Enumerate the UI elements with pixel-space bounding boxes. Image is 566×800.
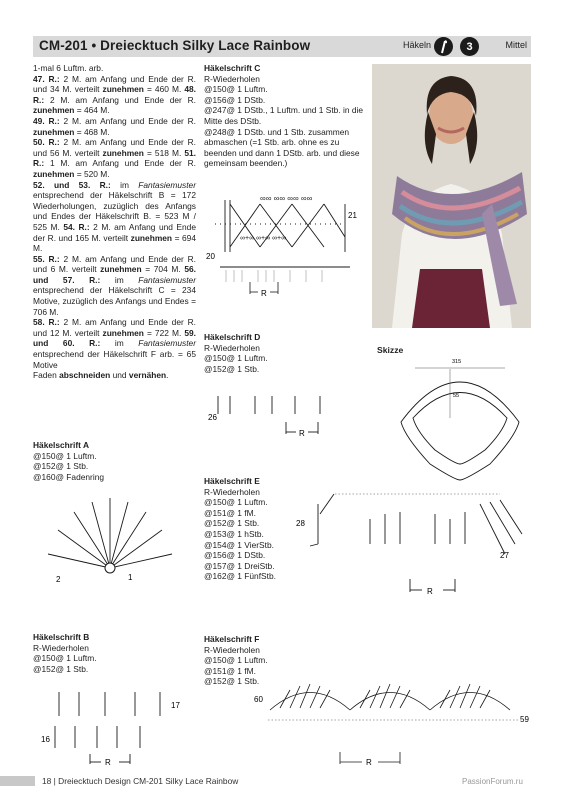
chart-d-title: Häkelschrift D [204,332,261,342]
level-label: Mittel [505,40,527,50]
instruction-run: zunehmen [102,327,144,338]
instruction-run: 2 M. am Anfang und Ende der R. [44,94,196,105]
chart-b-diagram [35,686,195,766]
chart-c-diagram [200,182,360,307]
instruction-run: im [100,338,139,349]
sketch-depth-label: 55 [453,393,460,399]
instruction-run: zunehmen [100,264,142,275]
instruction-paragraph [33,74,196,116]
sketch-width-label: 315 [452,359,462,365]
watermark: PassionForum.ru [462,777,523,786]
legend-line: @152@ 1 Stb. [204,676,260,687]
legend-line: @156@ 1 DStb. [204,550,266,561]
instruction-run: 2 M. am Anfang und Ende der R. und 165 M. verteilt [33,221,196,243]
chart-b-legend [33,632,193,674]
chart-e-diagram [290,484,530,604]
instructions-text [33,63,196,381]
legend-line: @160@ Fadenring [33,471,105,482]
chart-e-row-28: 28 [296,519,305,528]
instruction-run: vernähen [128,370,167,381]
legend-line: @151@ 1 fM. [204,507,256,518]
level-badge: 3 [460,37,479,56]
category-label: Häkeln [402,40,431,50]
pattern-title: Dreiecktuch Silky Lace Rainbow [100,38,311,53]
instruction-run: zunehmen [130,232,173,243]
instruction-run: 2 M. am Anfang und Ende der R. und 12 M. verteilt [33,317,196,338]
legend-line: R-Wiederholen [204,644,260,655]
instruction-paragraph [33,317,196,370]
legend-line: @150@ 1 Luftm. [204,353,268,364]
chart-c-row-20: 20 [206,252,215,261]
instruction-run: entsprechend der Häkelschrift C = 234 Motive, zuzüglich des Anfangs und Endes = 706 M. [33,285,196,317]
legend-line: @150@ 1 Luftm. [204,655,268,666]
legend-line: @162@ 1 FünfStb. [204,571,276,582]
legend-line: @150@ 1 Luftm. [33,450,97,461]
instruction-run: = 704 M. [141,264,185,275]
chart-f-repeat: R [366,758,372,767]
legend-line: @152@ 1 Stb. [33,461,89,472]
instruction-run: 2 M. am Anfang und Ende der R. und 56 M. verteilt [33,137,196,158]
legend-line: @157@ 1 DreiStb. [204,560,275,571]
instruction-run: = 518 M. [143,147,185,158]
instruction-run: Fantasiemuster [138,274,196,285]
chart-a-label-1: 1 [128,573,133,582]
instruction-run: 1-mal 6 Luftm. arb. [33,63,104,73]
instruction-run: zunehmen [33,126,75,137]
instruction-run: 2 M. am Anfang und Ende der R. [59,115,196,126]
instruction-run: 54. R.: [63,221,90,232]
instruction-run: 58. R.: [33,317,60,328]
page-title: CM-201 • Dreiecktuch Silky Lace Rainbow [39,38,311,53]
legend-line: @247@ 1 DStb., 1 Luftm. und 1 Stb. in die Mitte des DStb. [204,105,364,126]
chart-f-row-59: 59 [520,715,529,724]
instruction-run: im [100,274,139,285]
instruction-paragraph [33,254,196,318]
instruction-paragraph [33,180,196,254]
legend-line: @150@ 1 Luftm. [204,84,268,95]
chart-a-label-2: 2 [56,575,61,584]
instruction-run: Fantasiemuster [138,179,196,190]
instruction-run: entsprechend der Häkelschrift F arb. = 65 Motive [33,349,196,370]
legend-line: @154@ 1 VierStb. [204,539,274,550]
instruction-run: 47. R.: [33,73,60,84]
legend-line: @153@ 1 hStb. [204,528,264,539]
instruction-run: entsprechend der Häkelschrift B = 172 Wiederholungen, zuzüglich des Anfangs und Endes der Häkelschrift B. = 523 M / 525 M. [33,190,196,232]
legend-line: @248@ 1 DStb. und 1 Stb. zusammen abmaschen (=1 Stb. arb. ohne es zu beenden und dann 1 DStb. arb. und diese gemeinsam beenden.) [204,126,360,169]
chart-a-title: Häkelschrift A [33,440,90,450]
legend-line: @150@ 1 Luftm. [33,653,97,664]
legend-line: R-Wiederholen [204,73,260,84]
instruction-run: = 520 M. [74,168,110,179]
instruction-run: 48. R.: [33,84,196,105]
shawl-sketch [395,352,525,482]
page-footer: 18 | Dreiecktuch Design CM-201 Silky Lace Rainbow [42,776,239,786]
instruction-run: zunehmen [33,105,75,116]
chart-e-repeat: R [427,587,433,596]
legend-line: R-Wiederholen [204,342,260,353]
instruction-run: 51. R.: [33,147,196,169]
instruction-run: . [166,370,169,381]
legend-line: @152@ 1 Stb. [204,363,260,374]
instruction-paragraph [33,137,196,179]
model-photo [372,64,531,328]
legend-line: R-Wiederholen [204,486,260,497]
instruction-run: 56. und 57. R.: [33,264,196,285]
svg-text:∞+∞ ∞+∞ ∞+∞: ∞+∞ ∞+∞ ∞+∞ [240,235,287,242]
chart-b-repeat: R [105,758,111,766]
chart-c-legend [204,63,364,169]
instruction-run: abschneiden [59,370,111,381]
chart-e-legend [204,476,294,582]
chart-f-title: Häkelschrift F [204,634,260,644]
instruction-paragraph [33,63,196,74]
instruction-run: und [110,370,129,381]
legend-line: R-Wiederholen [33,642,89,653]
legend-line: @152@ 1 Stb. [33,663,89,674]
instruction-run: Fantasiemuster [138,338,196,349]
legend-line: @156@ 1 DStb. [204,94,266,105]
instruction-run: = 460 M. [143,84,185,95]
chart-d-legend [204,332,364,374]
instruction-run: zunehmen [102,84,144,95]
instruction-run: 59. und 60. R.: [33,327,196,349]
instruction-paragraph [33,116,196,137]
chart-c-row-21: 21 [348,211,357,220]
instruction-run: zunehmen [33,168,75,179]
instruction-run: 2 M. am Anfang und Ende der R. und 6 M. verteilt [33,253,196,275]
chart-b-row-17: 17 [171,701,180,710]
chart-d-diagram [200,388,360,438]
legend-line: @152@ 1 Stb. [204,518,260,529]
page-header [33,36,531,57]
instruction-run: 52. und 53. R.: [33,179,111,190]
instruction-run: 2 M. am Anfang und Ende der R. und 34 M. verteilt [33,73,196,95]
instruction-run: zunehmen [102,147,144,158]
chart-f-diagram [250,680,535,770]
chart-b-title: Häkelschrift B [33,632,90,642]
sketch-title: Skizze [377,345,404,355]
instruction-run: = 468 M. [74,126,110,137]
instruction-run: Faden [33,370,60,381]
pattern-code: CM-201 [39,38,88,53]
legend-line: @151@ 1 fM. [204,665,256,676]
instruction-run: 55. R.: [33,253,60,264]
crochet-hook-icon [434,37,453,56]
chart-e-row-27: 27 [500,551,509,560]
legend-line: @150@ 1 Luftm. [204,497,268,508]
chart-b-row-16: 16 [41,735,50,744]
chart-a-legend [33,440,193,482]
instruction-paragraph [33,370,196,381]
instruction-run: = 464 M. [74,105,110,116]
instruction-run: 1 M. am Anfang und Ende der R. [44,158,196,169]
instruction-run: = 722 M. [143,327,185,338]
instruction-run: = 694 M. [33,232,196,254]
instruction-run: 50. R.: [33,137,60,148]
chart-c-title: Häkelschrift C [204,63,261,73]
instruction-run: im [110,179,139,190]
svg-text:∞∞ ∞∞ ∞∞ ∞∞: ∞∞ ∞∞ ∞∞ ∞∞ [260,194,313,203]
chart-a-diagram [40,492,180,584]
footer-bar [0,776,35,786]
instruction-run: 49. R.: [33,115,60,126]
chart-d-row-26: 26 [208,413,217,422]
chart-e-title: Häkelschrift E [204,476,260,486]
chart-d-repeat: R [299,429,305,438]
chart-f-row-60: 60 [254,695,263,704]
chart-c-repeat: R [261,289,267,298]
